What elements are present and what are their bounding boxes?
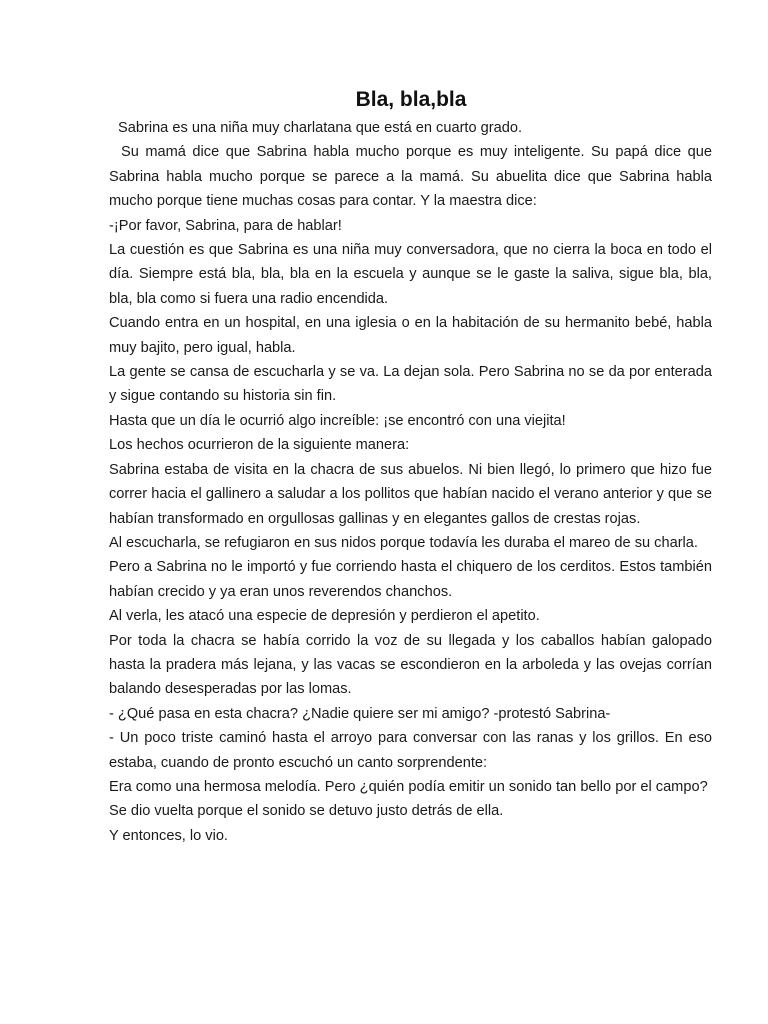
paragraph: Los hechos ocurrieron de la siguiente manera: xyxy=(109,437,410,454)
paragraph: Era como una hermosa melodía. Pero ¿quién podía emitir un sonido tan bello por el campo? xyxy=(109,778,708,795)
paragraph: Y entonces, lo vio. xyxy=(109,827,228,844)
paragraph: La gente se cansa de escucharla y se va. La dejan sola. Pero Sabrina no se da por enterada y sigue contando su historia sin fin. xyxy=(109,364,712,405)
paragraph: Se dio vuelta porque el sonido se detuvo justo detrás de ella. xyxy=(109,803,504,820)
paragraph: Al escucharla, se refugiaron en sus nidos porque todavía les duraba el mareo de su charla. xyxy=(109,534,698,551)
paragraph: Su mamá dice que Sabrina habla mucho porque es muy inteligente. Su papá dice que Sabrina habla mucho porque se parece a la mamá. Su abuelita dice que Sabrina habla mucho porque tiene muchas cosas para contar. Y la maestra dice: xyxy=(109,144,712,210)
paragraph: Cuando entra en un hospital, en una iglesia o en la habitación de su hermanito bebé, habla muy bajito, pero igual, habla. xyxy=(109,315,712,356)
paragraph: Pero a Sabrina no le importó y fue corriendo hasta el chiquero de los cerditos. Estos también habían crecido y ya eran unos reverendos chanchos. xyxy=(109,559,712,600)
paragraph: - ¿Qué pasa en esta chacra? ¿Nadie quiere ser mi amigo? -protestó Sabrina- xyxy=(109,705,611,722)
paragraph: Hasta que un día le ocurrió algo increíble: ¡se encontró con una viejita! xyxy=(109,412,566,429)
paragraph: La cuestión es que Sabrina es una niña muy conversadora, que no cierra la boca en todo el día. Siempre está bla, bla, bla en la escuela y aunque se le gaste la saliva, sigue bla, bla, bla, bla como si fuera una radio encendida. xyxy=(109,242,712,307)
paragraph: -¡Por favor, Sabrina, para de hablar! xyxy=(109,217,342,234)
paragraph: Sabrina es una niña muy charlatana que está en cuarto grado. xyxy=(118,120,523,136)
paragraph: Por toda la chacra se había corrido la voz de su llegada y los caballos habían galopado hasta la pradera más lejana, y las vacas se escondieron en la arboleda y las ovejas corrían balando desesperadas por las lomas. xyxy=(109,632,712,698)
document-title: Bla, bla,bla xyxy=(355,88,467,111)
paragraph: Al verla, les atacó una especie de depresión y perdieron el apetito. xyxy=(109,608,540,625)
document-body xyxy=(109,116,712,848)
paragraph: - Un poco triste caminó hasta el arroyo para conversar con las ranas y los grillos. En eso estaba, cuando de pronto escuchó un canto sorprendente: xyxy=(109,730,712,771)
paragraph: Sabrina estaba de visita en la chacra de sus abuelos. Ni bien llegó, lo primero que hizo fue correr hacia el gallinero a saludar a los pollitos que habían nacido el verano anterior y que se habían transformado en orgullosas gallinas y en elegantes gallos de crestas rojas. xyxy=(109,461,712,527)
